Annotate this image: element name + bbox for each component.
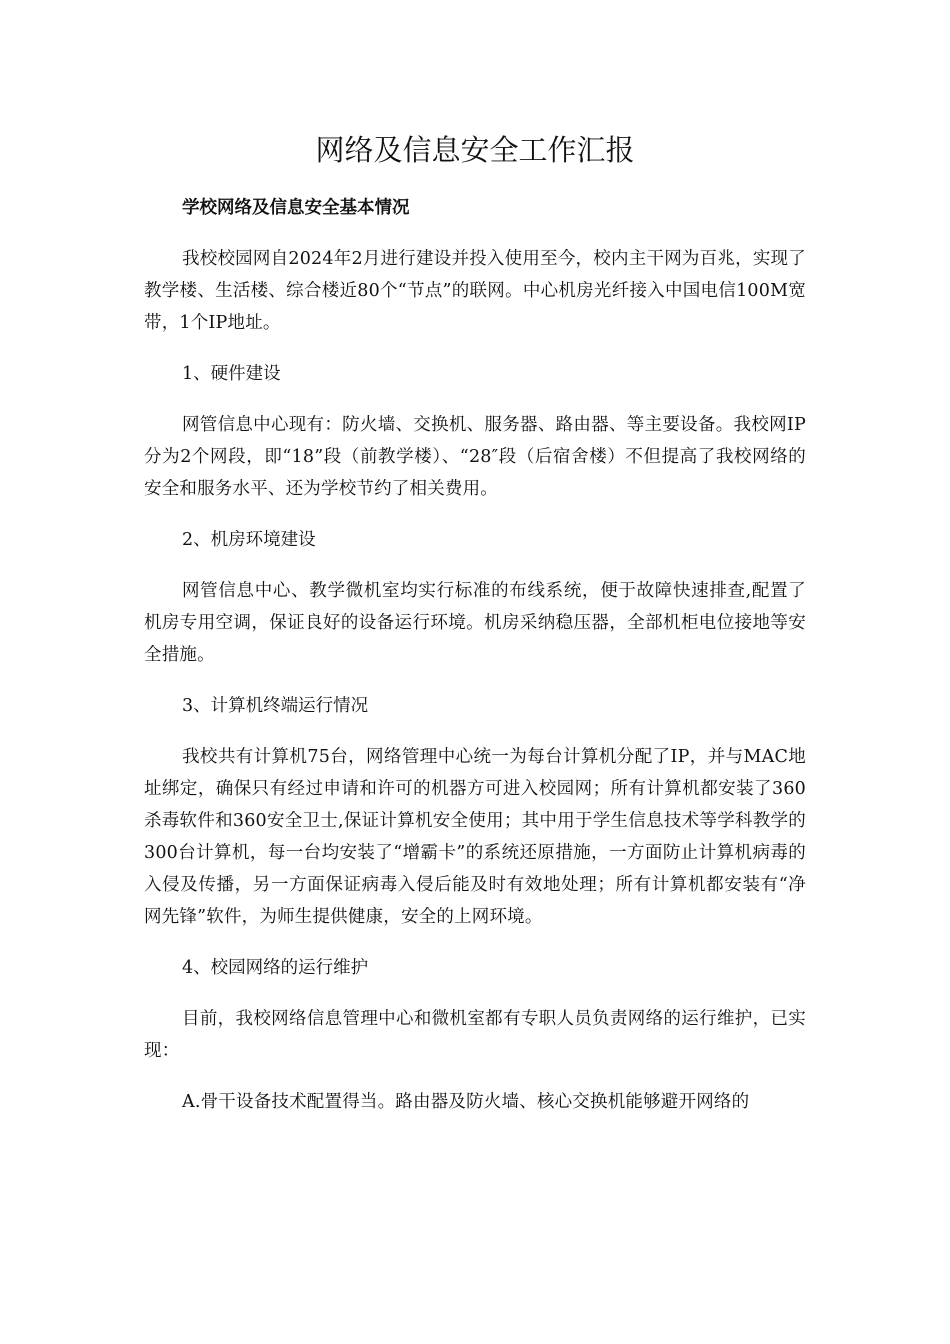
subsection-terminals-title: 3、计算机终端运行情况: [182, 696, 369, 716]
subsection-terminals-body: 我校共有计算机75台，网络管理中心统一为每台计算机分配了IP，并与MAC地址绑定，确保只有经过申请和许可的机器方可进入校园网；所有计算机都安装了360杀毒软件和360安全卫士,保证计算机安全使用；其中用于学生信息技术等学科教学的300台计算机，每一台均安装了“增霸卡”的系统还原措施，一方面防止计算机病毒的入侵及传播，另一方面保证病毒入侵后能及时有效地处理；所有计算机都安装有“净网先锋”软件，为师生提供健康，安全的上网环境。: [144, 747, 806, 927]
intro-paragraph: 我校校园网自2024年2月进行建设并投入使用至今，校内主干网为百兆，实现了教学楼、生活楼、综合楼近80个“节点”的联网。中心机房光纤接入中国电信100M宽带，1个IP地址。: [144, 249, 806, 333]
section-heading: 学校网络及信息安全基本情况: [182, 198, 410, 218]
subsection-server-room-body: 网管信息中心、教学微机室均实行标准的布线系统，便于故障快速排查,配置了机房专用空调，保证良好的设备运行环境。机房采纳稳压器，全部机柜电位接地等安全措施。: [144, 581, 806, 665]
subsection-hardware-body: 网管信息中心现有：防火墙、交换机、服务器、路由器、等主要设备。我校网IP分为2个网段，即“18”段（前教学楼）、“28″段（后宿舍楼）不但提高了我校网络的安全和服务水平、还为学校节约了相关费用。: [144, 415, 806, 499]
subsection-hardware-title: 1、硬件建设: [182, 364, 281, 384]
subsection-maintenance-title: 4、校园网络的运行维护: [182, 958, 369, 978]
subsection-server-room-title: 2、机房环境建设: [182, 530, 316, 550]
list-item-a: A.骨干设备技术配置得当。路由器及防火墙、核心交换机能够避开网络的: [182, 1092, 750, 1112]
document-title: 网络及信息安全工作汇报: [315, 133, 635, 167]
document-body: [144, 192, 806, 1137]
subsection-maintenance-body: 目前，我校网络信息管理中心和微机室都有专职人员负责网络的运行维护，已实现：: [144, 1009, 806, 1061]
